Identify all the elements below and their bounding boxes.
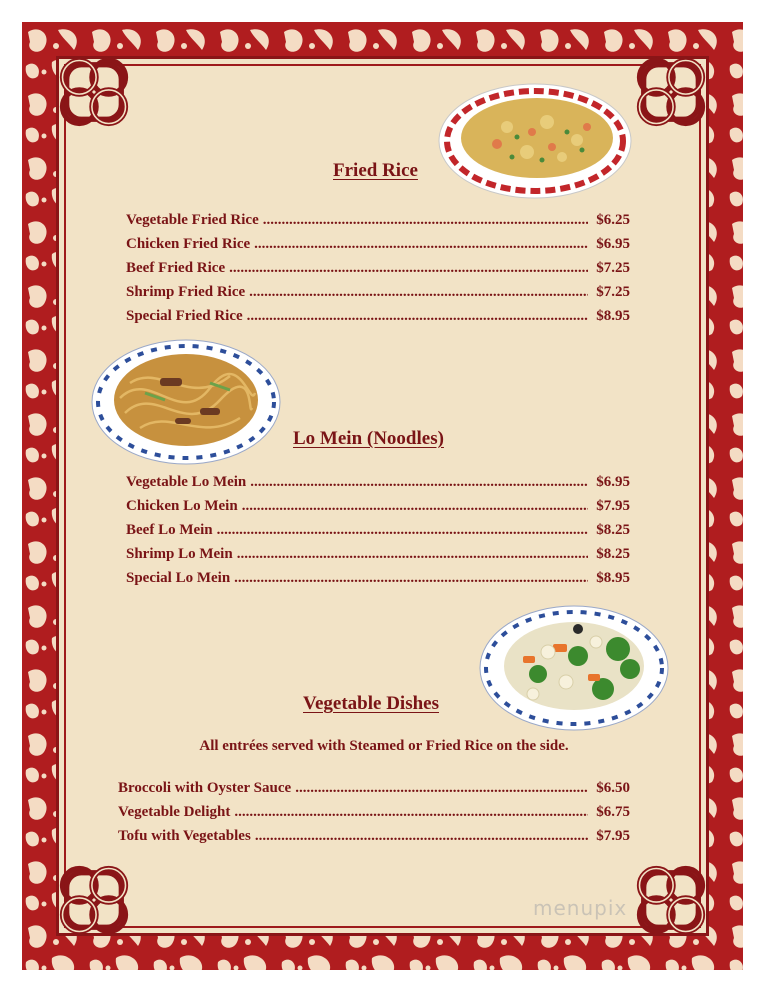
item-price: $7.95 [596, 828, 630, 844]
dot-leader [242, 498, 589, 515]
dot-leader [229, 260, 588, 277]
lo-mein-plate-image [90, 338, 282, 466]
menu-item [126, 308, 630, 332]
dot-leader [234, 570, 588, 587]
side-rice-note: All entrées served with Steamed or Fried Rice on the side. [199, 738, 569, 754]
fried-rice-plate-image [437, 82, 633, 200]
item-name: Chicken Fried Rice [126, 236, 251, 252]
item-price: $7.25 [596, 284, 630, 300]
celtic-knot-top-left [52, 50, 136, 134]
menu-item [126, 546, 630, 570]
item-name: Vegetable Fried Rice [126, 212, 259, 228]
item-price: $6.50 [596, 780, 630, 796]
dot-leader [237, 546, 589, 563]
item-price: $6.95 [596, 236, 630, 252]
menu-item [118, 804, 630, 828]
item-name: Vegetable Lo Mein [126, 474, 247, 490]
menu-item [126, 236, 630, 260]
dot-leader [234, 804, 588, 821]
item-price: $6.75 [596, 804, 630, 820]
item-name: Vegetable Delight [118, 804, 231, 820]
lo-mein-list [126, 474, 630, 594]
menu-item [126, 522, 630, 546]
menu-item [126, 260, 630, 284]
item-name: Beef Lo Mein [126, 522, 213, 538]
dot-leader [247, 308, 589, 325]
celtic-knot-top-right [629, 50, 713, 134]
item-price: $7.95 [596, 498, 630, 514]
section-title-vegetable-dishes: Vegetable Dishes [303, 693, 439, 714]
item-price: $6.25 [596, 212, 630, 228]
item-price: $7.25 [596, 260, 630, 276]
dot-leader [263, 212, 589, 229]
item-name: Shrimp Fried Rice [126, 284, 246, 300]
item-name: Beef Fried Rice [126, 260, 226, 276]
vegetable-dishes-list [118, 780, 630, 852]
menu-item [126, 212, 630, 236]
watermark: menupix [533, 896, 628, 920]
celtic-knot-bottom-left [52, 858, 136, 942]
dot-leader [249, 284, 588, 301]
item-name: Chicken Lo Mein [126, 498, 238, 514]
section-title-lo-mein: Lo Mein (Noodles) [293, 428, 444, 449]
vegetable-dish-plate-image [478, 604, 670, 732]
item-name: Special Fried Rice [126, 308, 243, 324]
item-name: Broccoli with Oyster Sauce [118, 780, 292, 796]
celtic-knot-bottom-right [629, 858, 713, 942]
fried-rice-list [126, 212, 630, 332]
item-price: $8.95 [596, 308, 630, 324]
dot-leader [254, 236, 588, 253]
menu-item [118, 828, 630, 852]
dot-leader [217, 522, 589, 539]
item-price: $6.95 [596, 474, 630, 490]
menu-item [126, 284, 630, 308]
item-name: Special Lo Mein [126, 570, 231, 586]
menu-item [126, 570, 630, 594]
dot-leader [255, 828, 588, 845]
item-name: Shrimp Lo Mein [126, 546, 233, 562]
item-price: $8.25 [596, 522, 630, 538]
dot-leader [295, 780, 588, 797]
item-price: $8.95 [596, 570, 630, 586]
menu-item [126, 498, 630, 522]
menu-item [118, 780, 630, 804]
dot-leader [250, 474, 588, 491]
section-title-fried-rice: Fried Rice [333, 160, 418, 181]
item-price: $8.25 [596, 546, 630, 562]
menu-item [126, 474, 630, 498]
item-name: Tofu with Vegetables [118, 828, 251, 844]
